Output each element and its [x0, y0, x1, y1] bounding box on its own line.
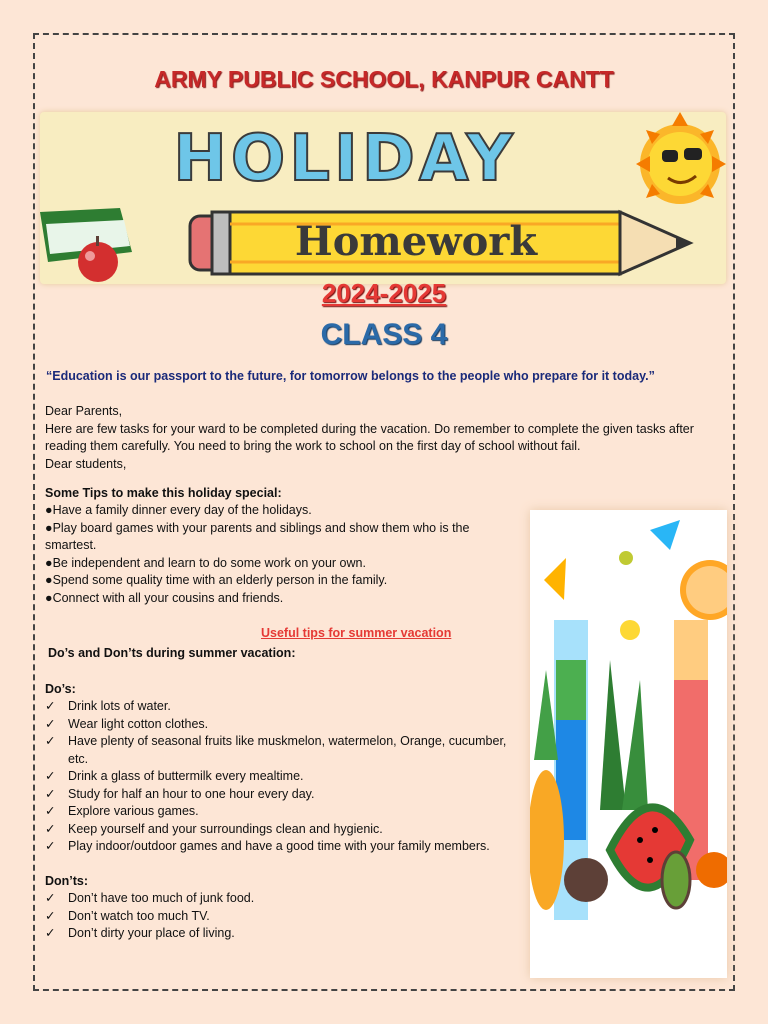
donts-heading: Don’ts: [45, 874, 89, 888]
list-item: ✓ Study for half an hour to one hour every day. [45, 786, 515, 804]
quote: “Education is our passport to the future, for tomorrow belongs to the people who prepare for it today.” [46, 369, 655, 383]
list-item: ✓ Drink lots of water. [45, 698, 515, 716]
drinks-fruits-illustration [530, 510, 727, 978]
school-title: ARMY PUBLIC SCHOOL, KANPUR CANTT [154, 66, 614, 92]
homework-word: Homework [294, 218, 538, 265]
check-icon: ✓ [45, 786, 56, 801]
check-icon: ✓ [45, 734, 56, 748]
check-icon: ✓ [45, 699, 56, 713]
donts-list [45, 890, 515, 943]
check-icon: ✓ [45, 769, 56, 783]
check-icon: ✓ [45, 821, 56, 836]
check-icon: ✓ [45, 891, 56, 905]
check-icon: ✓ [45, 908, 56, 923]
list-item: ✓ Explore various games. [45, 803, 515, 821]
tips-list [45, 502, 495, 607]
greeting-students: Dear students, [45, 456, 127, 471]
list-item: ✓ Don’t have too much of junk food. [45, 890, 515, 908]
list-item: ● Have a family dinner every day of the holidays. [45, 502, 495, 520]
check-icon: ✓ [45, 804, 56, 818]
check-icon: ✓ [45, 926, 56, 940]
academic-year: 2024-2025 [321, 278, 447, 308]
useful-tips-title: Useful tips for summer vacation [261, 626, 452, 640]
list-item: ✓ Drink a glass of buttermilk every mealtime. [45, 768, 515, 786]
book-apple-icon [40, 208, 132, 282]
dos-heading: Do’s: [45, 682, 76, 696]
list-item: ✓ Wear light cotton clothes. [45, 716, 515, 734]
list-item: ✓ Play indoor/outdoor games and have a good time with your family members. [45, 838, 515, 856]
list-item: ● Play board games with your parents and siblings and show them who is the smartest. [45, 520, 495, 555]
dos-list [45, 698, 515, 856]
summer-drinks-image [530, 510, 727, 978]
greeting-parents: Dear Parents, [45, 404, 123, 418]
list-item: ✓ Keep yourself and your surroundings clean and hygienic. [45, 821, 515, 839]
list-item: ● Be independent and learn to do some work on your own. [45, 555, 495, 573]
check-icon: ✓ [45, 716, 56, 731]
list-item: ✓ Don’t watch too much TV. [45, 908, 515, 926]
list-item: ● Connect with all your cousins and friends. [45, 590, 495, 608]
list-item: ✓ Have plenty of seasonal fruits like muskmelon, watermelon, Orange, cucumber, etc. [45, 734, 507, 766]
check-icon: ✓ [45, 839, 56, 853]
holiday-word: HOLIDAY [173, 122, 517, 196]
intro-text [45, 403, 725, 473]
list-item: ✓ Don’t dirty your place of living. [45, 925, 515, 943]
intro-line-2: reading them carefully. You need to bring the work to school on the first day of school without fail. [45, 439, 581, 453]
intro-line-1: Here are few tasks for your ward to be completed during the vacation. Do remember to complete the given tasks after [45, 421, 694, 436]
tips-title: Some Tips to make this holiday special: [45, 486, 282, 500]
dos-donts-title: Do’s and Don’ts during summer vacation: [48, 646, 296, 660]
class-title: CLASS 4 [320, 318, 448, 351]
list-item: ● Spend some quality time with an elderly person in the family. [45, 572, 495, 590]
sun-icon [636, 112, 726, 204]
